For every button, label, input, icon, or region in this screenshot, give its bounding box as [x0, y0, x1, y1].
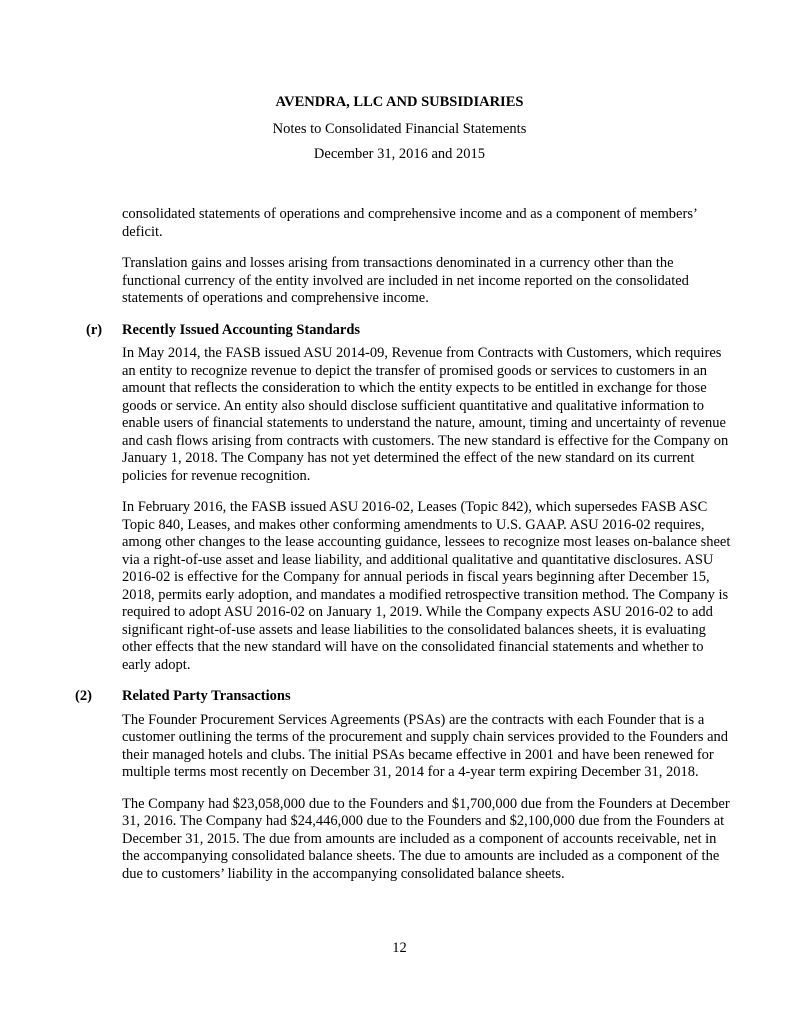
section-2-heading [75, 688, 735, 706]
section-2-paragraph-2: The Company had $23,058,000 due to the Founders and $1,700,000 due from the Founders at December 31, 2016. The Company had $24,446,000 due to the Founders and $2,100,000 due from the Founders at December 31, 2015. The due from amounts are included as a component of accounts receivable, net in the accompanying consolidated balance sheets. The due to amounts are included as a component of the due to customers’ liability in the accompanying consolidated balance sheets. [122, 795, 730, 882]
section-r-paragraph-2: In February 2016, the FASB issued ASU 2016-02, Leases (Topic 842), which supersedes FASB ASC Topic 840, Leases, and makes other conforming amendments to U.S. GAAP. ASU 2016-02 requires, among other changes to the lease accounting guidance, lessees to recognize most leases on-balance sheet via a right-of-use asset and lease liability, and additional qualitative and quantitative disclosures. ASU 2016-02 is effective for the Company for annual periods in fiscal years beginning after December 15, 2018, permits early adoption, and mandates a modified retrospective transition method. The Company is required to adopt ASU 2016-02 on January 1, 2019. While the Company expects ASU 2016-02 to add significant right-of-use assets and lease liabilities to the consolidated balances sheets, it is evaluating other effects that the new standard will have on the consolidated financial statements and whether to early adopt. [122, 499, 731, 673]
section-r-paragraph-1: In May 2014, the FASB issued ASU 2014-09, Revenue from Contracts with Customers, which requires an entity to recognize revenue to depict the transfer of promised goods or services to customers in an amount that reflects the consideration to which the entity expects to be entitled in exchange for those goods or service. An entity also should disclose sufficient quantitative and qualitative information to enable users of financial statements to understand the nature, amount, timing and uncertainty of revenue and cash flows arising from contracts with customers. The new standard is effective for the Company on January 1, 2018. The Company has not yet determined the effect of the new standard on its current policies for revenue recognition. [122, 345, 729, 484]
section-2-marker: (2) [75, 688, 92, 704]
section-2-paragraph-1: The Founder Procurement Services Agreements (PSAs) are the contracts with each Founder that is a customer outlining the terms of the procurement and supply chain services provided to the Founders and their managed hotels and clubs. The initial PSAs became effective in 2001 and have been renewed for multiple terms most recently on December 31, 2014 for a 4-year term expiring December 31, 2018. [122, 711, 729, 780]
document-body [75, 206, 735, 897]
section-r-title: Recently Issued Accounting Standards [122, 321, 361, 338]
continuation-paragraph-2: Translation gains and losses arising from transactions denominated in a currency other than the functional currency of the entity involved are included in net income reported on the consolidated statements of operations and comprehensive income. [122, 255, 689, 306]
section-r-heading [86, 322, 735, 340]
section-r-marker: (r) [86, 321, 103, 338]
page-number: 12 [392, 940, 407, 956]
section-2-title: Related Party Transactions [122, 688, 291, 704]
period-title: December 31, 2016 and 2015 [313, 146, 486, 162]
company-title: AVENDRA, LLC AND SUBSIDIARIES [275, 94, 524, 110]
notes-title: Notes to Consolidated Financial Statements [272, 121, 527, 137]
continuation-paragraph-1: consolidated statements of operations and comprehensive income and as a component of members’ deficit. [122, 206, 697, 240]
